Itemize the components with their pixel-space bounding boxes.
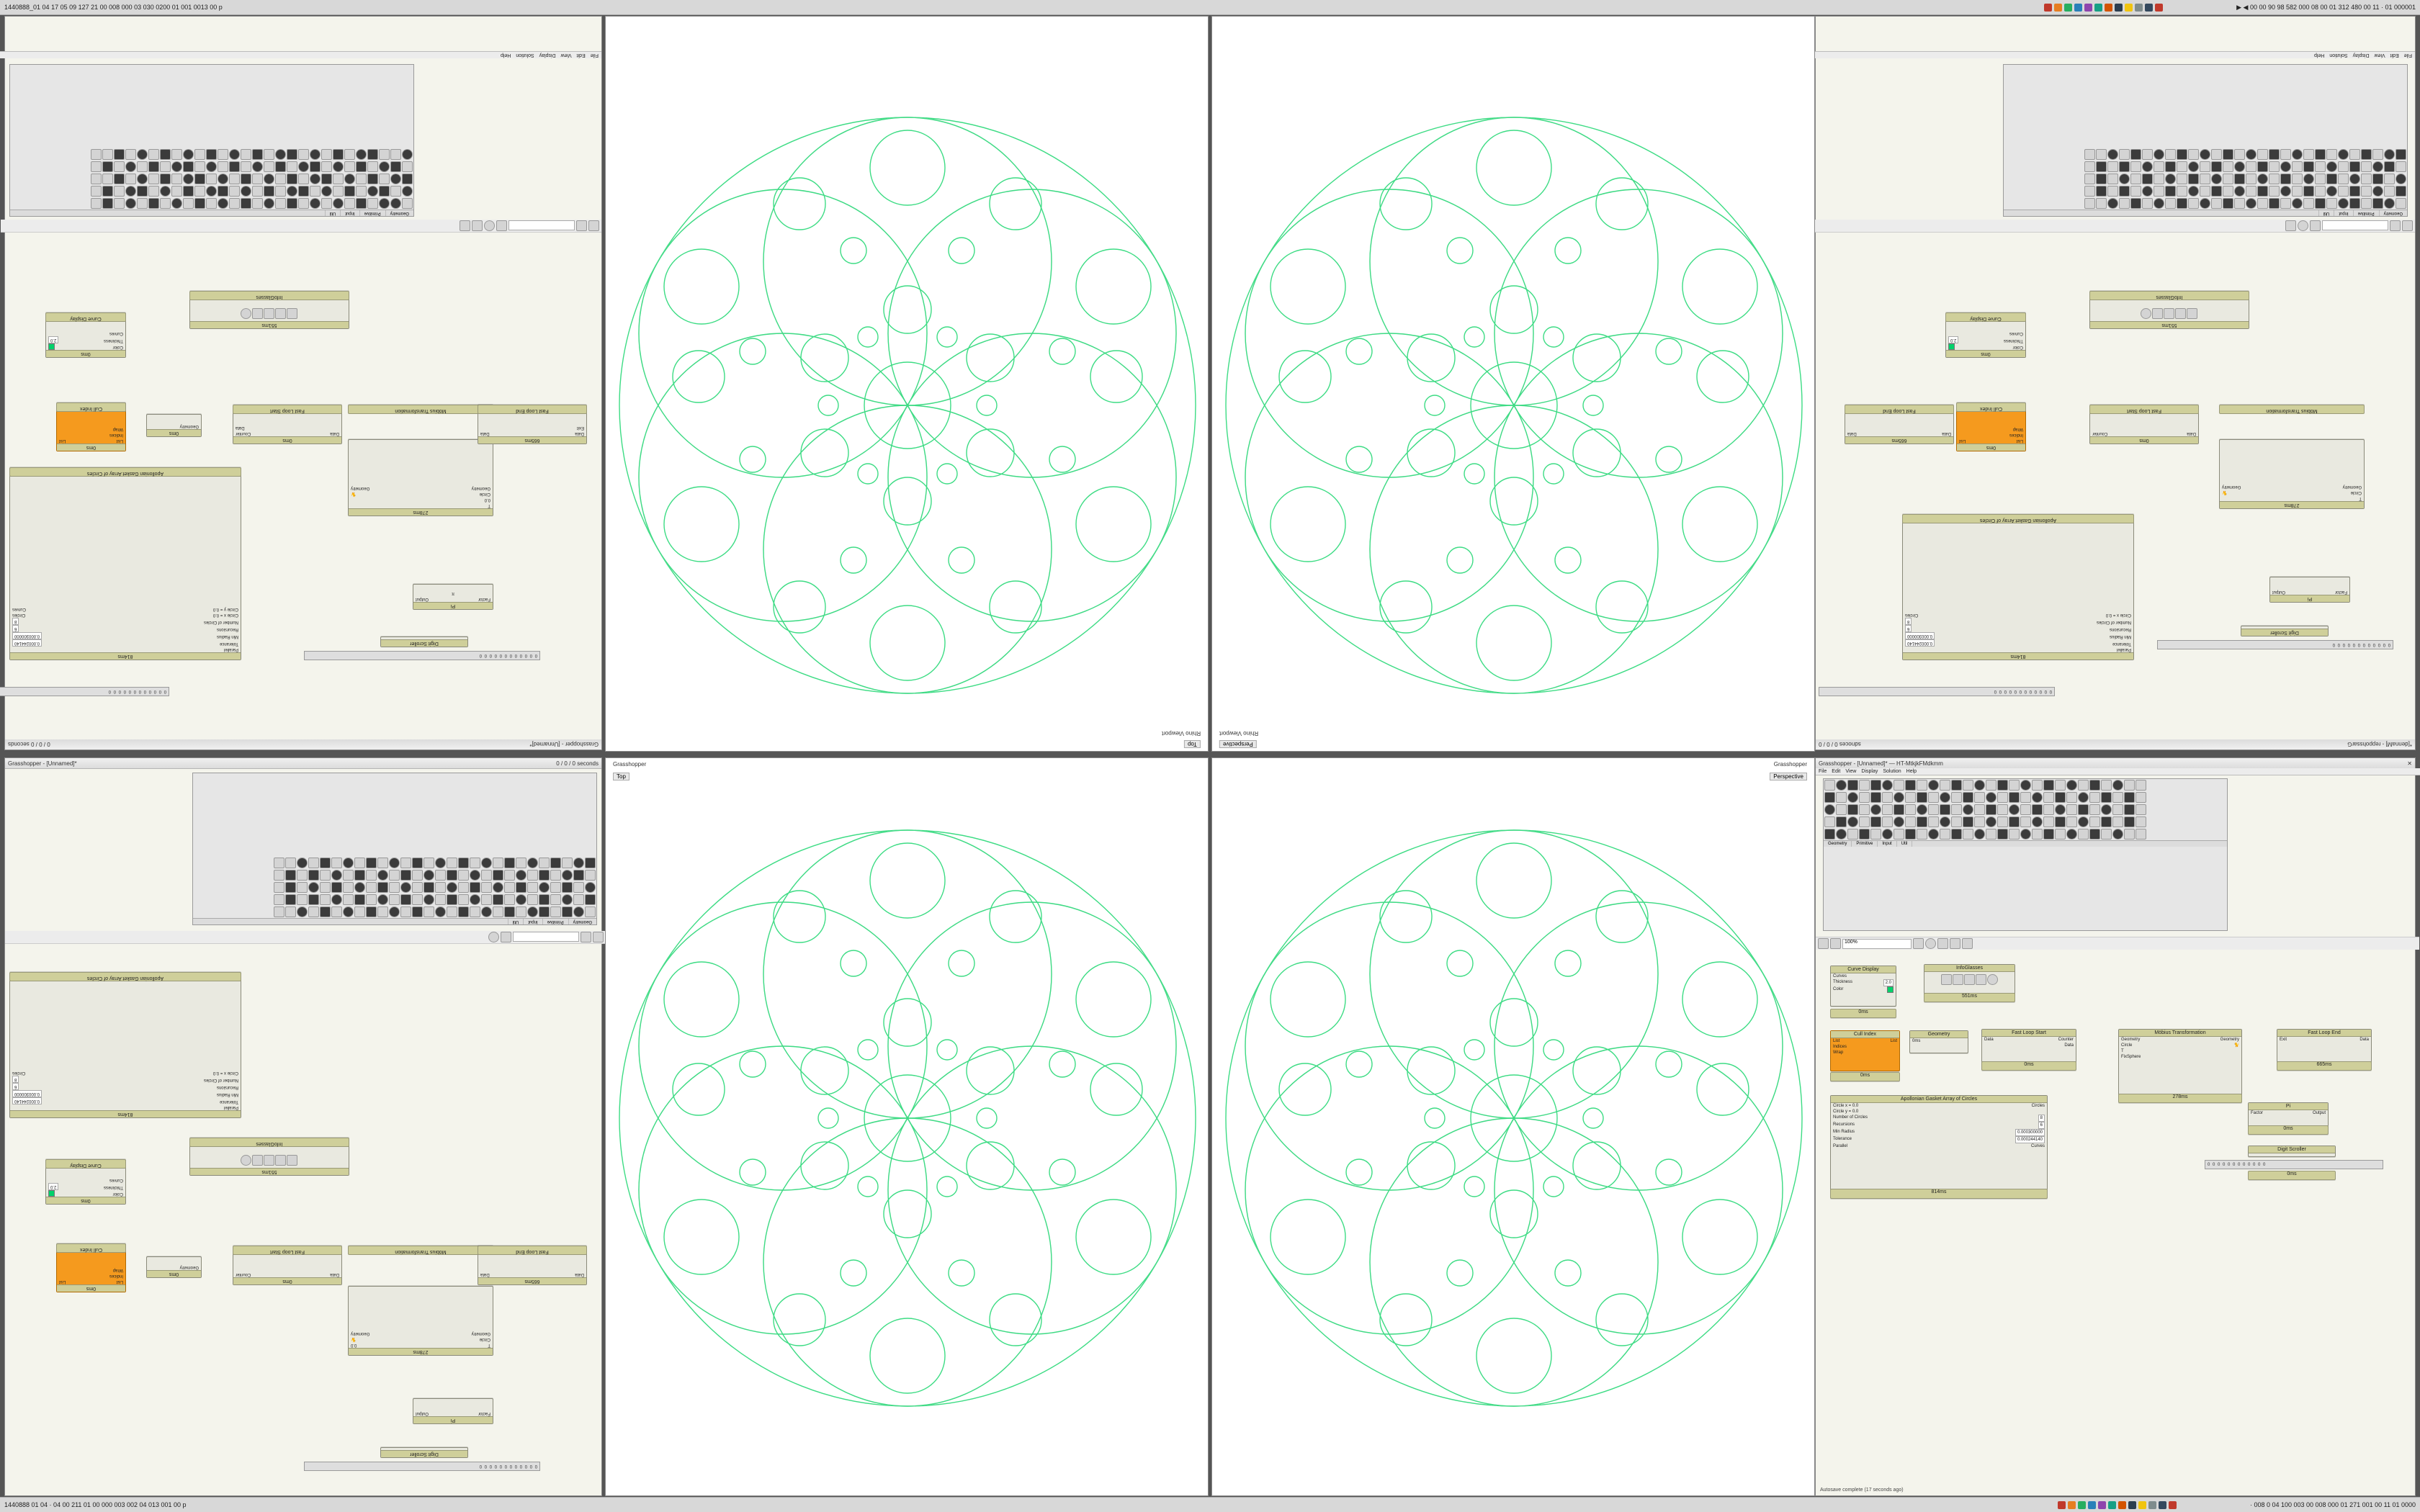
bake-icon[interactable] (2285, 220, 2296, 231)
gh-canvas-bottom-left[interactable] (5, 945, 601, 1493)
save-icon[interactable] (2402, 220, 2413, 231)
curve-display-br[interactable]: Curve Display Curves Thickness 2.0 Color (1830, 966, 1896, 1007)
save-icon[interactable] (588, 220, 599, 231)
info-icon-5[interactable] (1987, 974, 1998, 985)
digit-scroller-timer-br: 0ms (2248, 1171, 2336, 1180)
cull-index-title-tr: Cull Index (1956, 402, 2026, 412)
gh-ribbon-tl[interactable] (9, 64, 414, 217)
preview-icon[interactable] (1925, 938, 1936, 949)
gh-canvas-top-left[interactable] (5, 235, 601, 739)
fast-loop-end-tr[interactable]: 665ms Data Data (1845, 413, 1954, 444)
apollonian-gasket-svg-1 (606, 17, 1209, 752)
mobius-component[interactable]: 278ms T 0.0 Circle 🐈 Geometry Geometry (348, 439, 493, 516)
curve-display-component[interactable]: 0ms Color Thickness 2.0 Curves (45, 320, 126, 358)
curve-display-timer-br: 0ms (1830, 1009, 1896, 1018)
open-icon[interactable] (1830, 938, 1841, 949)
ribbon-tab-util[interactable]: Util (325, 210, 341, 216)
top-system-bar (0, 0, 2420, 15)
apollonian-gasket-svg-2 (1212, 17, 1815, 752)
ribbon-tabs-br[interactable] (1824, 840, 2227, 847)
gh-toolstrip-bl[interactable] (5, 931, 606, 944)
window-status: 0 / 0 / 0 seconds (556, 760, 599, 767)
gh-ribbon-tr[interactable] (2003, 64, 2408, 217)
fast-loop-end-title: Fast Loop End (478, 405, 587, 414)
apollonian-component[interactable]: 814ms Parallel Tolerance 0.000244140 Min Radius 0.000300000 Recursions 6 Number of Circles 8 Circle x = 0.0 Circles Circle y = 0.0 Curves (9, 475, 241, 660)
infoglasses-title-tr: InfoGlasses (2089, 291, 2249, 300)
apollonian-tr[interactable]: 814ms Parallel Tolerance 0.000244140 Min Radius 0.000300000 Recursions 6 Number of Circles 8 Circle x = 0.0 Circles (1902, 522, 2134, 660)
gh-ribbon-bl[interactable] (192, 773, 597, 925)
digit-scroller-component-bl[interactable]: Digit Scroller (380, 1447, 468, 1458)
mobius-br[interactable]: Möbius Transformation Geometry Geometry Circle 🐈 T FixSphere (2118, 1029, 2242, 1095)
curve-display-bl[interactable]: 0ms Color Thickness 2.0 Curves (45, 1167, 126, 1205)
pi-symbol: π (451, 591, 455, 595)
grasshopper-window-top-left[interactable] (4, 16, 602, 750)
ribbon-row[interactable] (10, 173, 413, 185)
curve-display-title-tr: Curve Display (1945, 312, 2026, 322)
curve-display-tr[interactable]: 0ms Color Thickness 2.0 Curves (1945, 320, 2026, 358)
fast-loop-start-tr[interactable]: 0ms Data Counter (2089, 413, 2199, 444)
window-title: Grasshopper - [Unnamed]* (8, 760, 77, 767)
cull-index-bl[interactable]: 0ms List List Indices Wrap (56, 1251, 126, 1292)
info-icon-2[interactable] (1953, 974, 1963, 985)
menu-help[interactable]: Help (500, 53, 511, 58)
menu-display[interactable]: Display (1861, 769, 1878, 774)
titlebar-bottom-right[interactable] (1816, 758, 2415, 769)
zoom-icon[interactable] (501, 932, 511, 942)
settings-icon[interactable] (1962, 938, 1973, 949)
cull-index-tr[interactable]: 0ms List List Indices Wrap (1956, 410, 2026, 451)
menu-view[interactable]: View (2374, 53, 2385, 58)
zoom-field[interactable] (513, 932, 579, 942)
preview-icon[interactable] (488, 932, 499, 942)
digit-scroller-slider[interactable]: 0 0 0 0 0 0 0 0 0 0 0 0 (304, 651, 540, 660)
cull-index-component[interactable]: 0ms List List Indices Wrap (56, 410, 126, 451)
rhino-viewport-1[interactable] (605, 16, 1209, 752)
menu-view[interactable]: View (1845, 769, 1857, 774)
fast-loop-start-title-tr: Fast Loop Start (2089, 405, 2199, 414)
apollonian-bl[interactable]: 814ms Parallel Tolerance 0.000244140 Min Radius 0.000300000 Recursions 6 Number of Circles 8 Circle x = 0.0 Circles (9, 980, 241, 1118)
mobius-title-bl: Möbius Transformation (348, 1246, 493, 1255)
fast-loop-end-timer-br: 665ms (2277, 1061, 2372, 1071)
cull-index-title: Cull Index (56, 402, 126, 412)
infoglasses-title: InfoGlasses (189, 291, 349, 300)
fast-loop-end-bl[interactable]: 665ms Data Data (478, 1254, 587, 1285)
gh-menubar-tl[interactable] (0, 51, 601, 58)
grasshopper-window-top-right[interactable] (1815, 16, 2416, 750)
pi-component-tr[interactable]: Pi Factor Output (2269, 577, 2350, 603)
fast-loop-end-title-tr: Fast Loop End (1845, 405, 1954, 414)
ribbon-row[interactable] (193, 906, 596, 918)
zoom-icon[interactable] (2310, 220, 2321, 231)
titlebar-top-left[interactable] (5, 739, 601, 750)
info-icon-4[interactable] (253, 308, 264, 319)
mobius-title-bar: Möbius Transformation (348, 405, 493, 414)
apollonian-gasket-svg-4 (1212, 758, 1815, 1496)
pi-br[interactable]: Pi Factor Output (2248, 1102, 2329, 1127)
info-icon-1[interactable] (287, 308, 298, 319)
pi-component-bl[interactable]: Pi Factor Output (413, 1398, 493, 1424)
grasshopper-window-bottom-right[interactable] (1815, 757, 2416, 1496)
fast-loop-start-title-bl: Fast Loop Start (233, 1246, 342, 1255)
menu-file[interactable]: File (1819, 769, 1827, 774)
bake-icon[interactable] (472, 220, 483, 231)
infoglasses-timer-br: 551ms (1924, 993, 2015, 1002)
ribbon-row[interactable] (1824, 828, 2227, 840)
fast-loop-start-bl[interactable]: 0ms Data Counter (233, 1254, 342, 1285)
menu-help[interactable]: Help (1906, 769, 1917, 774)
infoglasses-component[interactable]: 551ms (189, 299, 349, 329)
ribbon-row[interactable] (2004, 148, 2407, 161)
titlebar-top-right[interactable] (1816, 739, 2415, 750)
curve-display-title: Curve Display (45, 312, 126, 322)
mobius-component-bl[interactable]: 278ms T 0.0 Circle 🐈 Geometry Geometry (348, 1286, 493, 1356)
bottom-system-bar (0, 1497, 2420, 1512)
cull-index-br[interactable]: Cull Index List List Indices Wrap (1830, 1030, 1900, 1071)
viewport-tab-4[interactable]: Perspective (1770, 773, 1807, 780)
ribbon-tab-primitive[interactable]: Primitive (359, 210, 385, 216)
bottom-bar-tray[interactable] (2053, 1501, 2181, 1509)
zoom-field[interactable] (2322, 221, 2388, 231)
fast-loop-start-br[interactable]: Fast Loop Start Data Counter Data (1981, 1029, 2076, 1063)
ribbon-row[interactable] (1824, 779, 2227, 791)
grid-icon[interactable] (460, 220, 470, 231)
gh-ribbon-br[interactable] (1823, 778, 2228, 931)
fast-loop-end-br[interactable]: Fast Loop End Exit Data (2277, 1029, 2372, 1063)
geometry-param-bl[interactable]: 0ms Geometry (146, 1256, 202, 1278)
open-icon[interactable] (2390, 220, 2401, 231)
viewport-tab-1[interactable]: Top (1184, 740, 1201, 748)
ribbon-row[interactable] (10, 161, 413, 173)
menu-edit[interactable]: Edit (2390, 53, 2399, 58)
fast-loop-start-component[interactable]: 0ms Data Counter Data (233, 413, 342, 444)
menu-display[interactable]: Display (539, 53, 556, 58)
viewport-tab-3[interactable]: Top (613, 773, 629, 780)
pi-component[interactable]: Pi Factor Output π (413, 584, 493, 610)
apollonian-title-tr: Apollonian Gasket Array of Circles (1902, 514, 2134, 523)
gh-toolstrip-br[interactable] (1816, 937, 2419, 950)
cull-index-title-bl: Cull Index (56, 1243, 126, 1253)
mobius-timer-br: 278ms (2118, 1094, 2242, 1103)
fixsphere-slider-tr[interactable]: 0 0 0 0 0 0 0 0 0 0 0 0 (1819, 687, 2055, 696)
info-icon-2[interactable] (276, 308, 287, 319)
rhino-viewport-3[interactable] (605, 757, 1209, 1496)
window-title: *[dennaM] - reppohssarG (2347, 741, 2412, 748)
gh-canvas-bottom-right[interactable] (1816, 951, 2415, 1484)
rhino-viewport-4[interactable] (1211, 757, 1815, 1496)
fast-loop-start-title: Fast Loop Start (233, 405, 342, 414)
menu-edit[interactable]: Edit (576, 53, 586, 58)
ribbon-tab-input[interactable]: Input (523, 919, 542, 924)
apollonian-br[interactable]: Apollonian Gasket Array of Circles Circle x = 0.0 Circles Circle y = 0.0 Number of Circles 8 Recursions 6 Min Radius 0.000300000 Tolerance 0.000244140 Parallel Curves (1830, 1095, 2048, 1190)
fixsphere-slider[interactable]: 0 0 0 0 0 0 0 0 0 0 0 0 (0, 687, 169, 696)
curve-display-title-bl: Curve Display (45, 1159, 126, 1169)
menu-solution[interactable]: Solution (2329, 53, 2348, 58)
ribbon-row[interactable] (193, 881, 596, 894)
geometry-param-component[interactable]: 0ms Geometry (146, 414, 202, 437)
ribbon-row[interactable] (2004, 161, 2407, 173)
apollonian-timer-br: 814ms (1830, 1189, 2048, 1199)
ribbon-tab-util[interactable]: Util (1897, 841, 1913, 847)
infoglasses-title-bl: InfoGlasses (189, 1138, 349, 1147)
top-bar-left-text: 1440888_01 04 17 05 09 127 21 00 008 000 03 030 0200 01 001 0013 00 p (4, 4, 223, 11)
open-icon[interactable] (576, 220, 587, 231)
viewport-label-3: Grasshopper (613, 761, 647, 768)
ribbon-tab-primitive[interactable]: Primitive (2353, 210, 2379, 216)
digit-scroller-br[interactable]: Digit Scroller (2248, 1146, 2336, 1157)
gh-canvas-top-right[interactable] (1816, 235, 2415, 739)
apollonian-title-bl: Apollonian Gasket Array of Circles (9, 972, 241, 981)
digit-scroller-slider-bl[interactable]: 0 0 0 0 0 0 0 0 0 0 0 0 (304, 1462, 540, 1471)
ribbon-tabs-tl[interactable] (10, 210, 413, 216)
zoom-icon[interactable] (1913, 938, 1924, 949)
bottom-bar-right-text: · 008 0 04 100 003 00 008 000 01 271 001 00 11 01 0000 (2249, 1501, 2416, 1508)
menu-file[interactable]: File (590, 53, 599, 58)
gh-menubar-tr[interactable] (1810, 51, 2415, 58)
info-icon-4[interactable] (1976, 974, 1986, 985)
ribbon-row[interactable] (193, 894, 596, 906)
window-close[interactable]: ✕ (2407, 760, 2412, 767)
rhino-viewport-2[interactable] (1211, 16, 1815, 752)
ribbon-row[interactable] (2004, 185, 2407, 197)
ribbon-row[interactable] (2004, 173, 2407, 185)
ribbon-row[interactable] (10, 197, 413, 210)
mobius-title-tr: Möbius Transformation (2219, 405, 2365, 414)
preview-icon[interactable] (2298, 220, 2308, 231)
viewport-tab-2[interactable]: Perspective (1219, 740, 1257, 748)
save-icon[interactable] (1818, 938, 1829, 949)
open-icon[interactable] (581, 932, 591, 942)
info-icon-5[interactable] (241, 308, 252, 319)
ribbon-tab-util[interactable]: Util (2318, 210, 2334, 216)
ribbon-row[interactable] (193, 869, 596, 881)
menu-solution[interactable]: Solution (1883, 769, 1901, 774)
ribbon-row[interactable] (10, 148, 413, 161)
infoglasses-tr[interactable]: 551ms (2089, 299, 2249, 329)
fast-loop-end-title-bl: Fast Loop End (478, 1246, 587, 1255)
menu-edit[interactable]: Edit (1832, 769, 1841, 774)
digit-scroller-component[interactable]: Digit Scroller (380, 636, 468, 647)
grasshopper-window-bottom-left[interactable] (4, 757, 602, 1496)
zoom-icon[interactable] (496, 220, 507, 231)
window-status: sdnoces 0 / 0 / 0 (1819, 741, 1861, 748)
window-title: Grasshopper - [Unnamed]* (529, 741, 599, 748)
window-status: 0 / 0 / 0 seconds (8, 741, 50, 748)
apollonian-gasket-svg-3 (606, 758, 1209, 1496)
autosave-status: Autosave complete (17 seconds ago) (1820, 1488, 1904, 1493)
viewport-label-2: Rhino Viewport (1219, 730, 1259, 737)
ribbon-row[interactable] (1824, 791, 2227, 804)
ribbon-tab-geometry[interactable]: Geometry (568, 919, 596, 924)
grid-icon[interactable] (1950, 938, 1960, 949)
infoglasses-bl[interactable]: 551ms (189, 1146, 349, 1176)
ribbon-row[interactable] (2004, 197, 2407, 210)
ribbon-tab-primitive[interactable]: Primitive (542, 919, 568, 924)
titlebar-bottom-left[interactable] (5, 758, 601, 769)
fast-loop-start-timer-br: 0ms (1981, 1061, 2076, 1071)
ribbon-tab-input[interactable]: Input (340, 210, 359, 216)
ribbon-tab-primitive[interactable]: Primitive (1852, 841, 1878, 847)
menu-solution[interactable]: Solution (516, 53, 534, 58)
gh-menubar-br[interactable] (1816, 768, 2420, 775)
menu-view[interactable]: View (560, 53, 572, 58)
ribbon-tab-geometry[interactable]: Geometry (1824, 841, 1852, 847)
geometry-param-br[interactable]: Geometry 0ms (1909, 1030, 1968, 1053)
mobius-component-tr[interactable]: 278ms T Circle 🐈 Geometry Geometry (2219, 439, 2365, 509)
menu-display[interactable]: Display (2352, 53, 2370, 58)
info-icon-3[interactable] (1964, 974, 1975, 985)
viewport-label-1: Rhino Viewport (1161, 730, 1201, 737)
top-bar-right-text: ▶ ◀ 00 00 90 98 582 000 08 00 01 312 480 00 11 · 01 000001 (2236, 3, 2416, 11)
menu-help[interactable]: Help (2313, 53, 2325, 58)
gh-toolstrip-tr[interactable] (1811, 220, 2415, 233)
ribbon-tab-geometry[interactable]: Geometry (2379, 210, 2407, 216)
ribbon-tab-input[interactable]: Input (2334, 210, 2352, 216)
fast-loop-end-component[interactable]: 665ms Data Data Exit (478, 413, 587, 444)
apollonian-title: Apollonian Gasket Array of Circles (9, 467, 241, 477)
cull-index-timer-br: 0ms (1830, 1072, 1900, 1081)
ribbon-row[interactable] (1824, 804, 2227, 816)
gh-toolstrip-tl[interactable] (1, 220, 601, 233)
ribbon-row[interactable] (1824, 816, 2227, 828)
window-title: Grasshopper - [Unnamed]* — HT-MtkjkFMdkmm (1819, 760, 1943, 767)
pi-timer-br: 0ms (2248, 1125, 2329, 1135)
info-icon-1[interactable] (1941, 974, 1952, 985)
ribbon-row[interactable] (193, 857, 596, 869)
ribbon-tab-util[interactable]: Util (508, 919, 524, 924)
zoom-field[interactable]: 100% (1842, 939, 1912, 949)
ribbon-tabs-tr[interactable] (2004, 210, 2407, 216)
pi-input-row: Factor Output (416, 597, 490, 601)
ribbon-tab-geometry[interactable]: Geometry (385, 210, 413, 216)
infoglasses-br[interactable]: InfoGlasses (1924, 964, 2015, 994)
digit-scroller-component-tr[interactable]: Digit Scroller (2241, 626, 2329, 636)
save-icon[interactable] (593, 932, 604, 942)
ribbon-row[interactable] (10, 185, 413, 197)
bake-icon[interactable] (1937, 938, 1948, 949)
ribbon-tab-input[interactable]: Input (1878, 841, 1896, 847)
viewport-label-4: Grasshopper (1773, 761, 1807, 768)
top-bar-tray[interactable] (2040, 4, 2167, 12)
menu-file[interactable]: File (2403, 53, 2412, 58)
preview-icon[interactable] (484, 220, 495, 231)
digit-scroller-slider-tr[interactable]: 0 0 0 0 0 0 0 0 0 0 0 0 (2157, 640, 2393, 649)
bottom-bar-left-text: 1440888 01 04 · 04 00 211 01 00 000 003 002 04 013 001 00 p (4, 1501, 187, 1508)
ribbon-tabs-bl[interactable] (193, 918, 596, 924)
digit-scroller-slider-br[interactable]: 0 0 0 0 0 0 0 0 0 0 0 0 (2205, 1160, 2383, 1169)
zoom-field[interactable] (508, 221, 575, 231)
info-icon-3[interactable] (264, 308, 275, 319)
